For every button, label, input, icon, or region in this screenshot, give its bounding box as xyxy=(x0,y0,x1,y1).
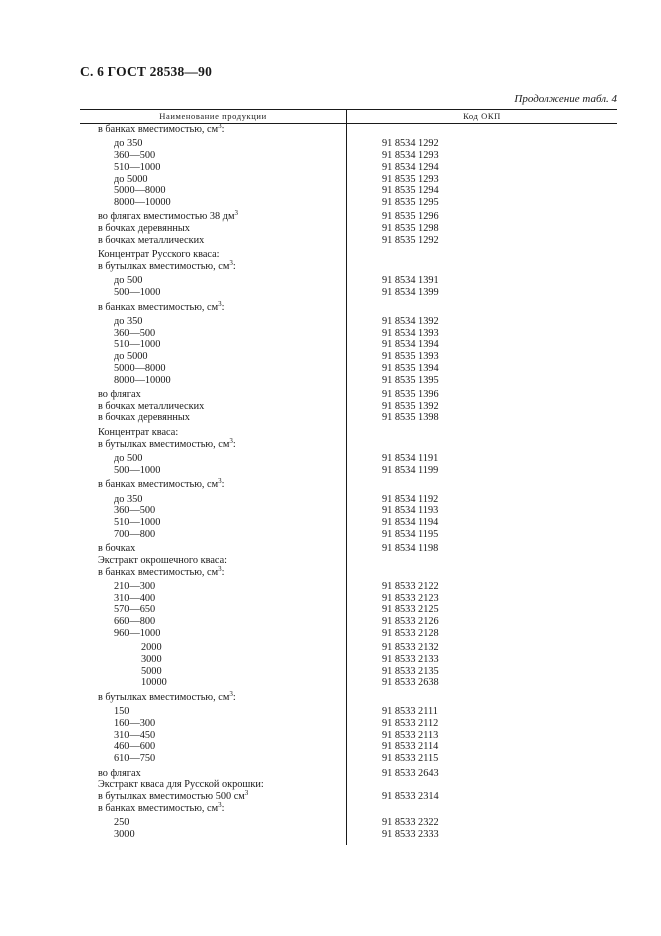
okp-code-cell xyxy=(347,803,617,815)
product-name-text: в бочках деревянных xyxy=(98,223,190,235)
product-name-text: в бочках металлических xyxy=(98,400,205,412)
okp-code-cell: 91 8533 2132 xyxy=(382,642,439,654)
unit-exponent: 3 xyxy=(244,788,249,797)
product-name-text: 160—300 xyxy=(114,718,156,730)
okp-code-cell xyxy=(347,692,617,704)
product-name-cell xyxy=(80,287,346,299)
product-name-cell xyxy=(80,706,346,718)
product-name-cell xyxy=(80,235,346,247)
product-name-text: 660—800 xyxy=(114,616,156,628)
product-name-cell xyxy=(80,817,346,829)
product-name-cell xyxy=(80,375,346,387)
okp-code-cell xyxy=(347,249,617,261)
okp-code-cell: 91 8535 1395 xyxy=(382,374,439,386)
product-name-text: 150 xyxy=(114,706,130,718)
unit-exponent: 3 xyxy=(229,258,233,267)
product-name-text: до 5000 xyxy=(114,351,148,363)
product-name-text: 360—500 xyxy=(114,505,156,517)
product-name-text: 500—1000 xyxy=(114,464,161,476)
product-name-text: 8000—10000 xyxy=(114,374,171,386)
okp-code-cell: 91 8533 2115 xyxy=(382,753,439,765)
okp-code-cell: 91 8534 1195 xyxy=(382,528,439,540)
product-name-text: 250 xyxy=(114,817,130,829)
product-name-text: в бутылках вместимостью, см xyxy=(98,260,230,272)
okp-code-cell: 91 8534 1199 xyxy=(382,464,439,476)
product-name-text: до 5000 xyxy=(114,173,148,185)
table-body xyxy=(80,124,617,845)
product-name-cell xyxy=(80,185,346,197)
okp-code-cell: 91 8534 1292 xyxy=(382,138,439,150)
okp-code-cell: 91 8533 2111 xyxy=(382,706,438,718)
product-name-text: в бочках деревянных xyxy=(98,412,190,424)
okp-code-cell: 91 8535 1393 xyxy=(382,351,439,363)
product-name-text: в бочках xyxy=(98,543,136,555)
product-name-text: 310—400 xyxy=(114,592,156,604)
product-name-cell xyxy=(80,197,346,209)
product-name-cell xyxy=(80,564,346,579)
okp-code-cell: 91 8534 1191 xyxy=(382,453,439,465)
okp-code-cell: 91 8533 2135 xyxy=(382,665,439,677)
product-name-cell xyxy=(80,505,346,517)
product-name-text: 2000 xyxy=(141,642,162,654)
product-name-text: 5000—8000 xyxy=(114,185,166,197)
okp-code-cell xyxy=(347,302,617,314)
product-name-text: 10000 xyxy=(141,677,167,689)
product-name-cell xyxy=(80,223,346,235)
product-name-text: в банках вместимостью, см xyxy=(98,124,219,135)
product-name-cell xyxy=(80,124,346,136)
unit-exponent: 3 xyxy=(229,689,233,698)
okp-code-cell xyxy=(347,439,617,451)
page-title: С. 6 ГОСТ 28538—90 xyxy=(80,64,213,79)
product-name-text: в банках вместимостью, см xyxy=(98,479,219,491)
okp-code-cell: 91 8535 1295 xyxy=(382,196,439,208)
product-name-cell xyxy=(80,529,346,541)
product-name-cell xyxy=(80,689,346,704)
product-name-cell xyxy=(80,453,346,465)
product-name-text: во флягах вместимостью 38 дм xyxy=(98,211,235,223)
unit-exponent: 3 xyxy=(218,122,222,130)
okp-code-cell: 91 8533 2638 xyxy=(382,677,439,689)
okp-code-cell: 91 8533 2333 xyxy=(382,828,439,840)
okp-code-cell: 91 8534 1394 xyxy=(382,339,439,351)
product-name-cell xyxy=(80,258,346,273)
product-name-cell xyxy=(80,412,346,424)
product-name-tail: : xyxy=(232,438,236,450)
okp-code-cell xyxy=(347,124,617,136)
okp-code-cell xyxy=(347,261,617,273)
product-name-cell xyxy=(80,427,346,439)
product-name-text: 210—300 xyxy=(114,581,156,593)
product-name-text: в бутылках вместимостью 500 см xyxy=(98,790,245,802)
product-name-cell xyxy=(80,800,346,815)
product-name-cell xyxy=(80,604,346,616)
product-code-table xyxy=(80,109,617,845)
product-name-text: 510—1000 xyxy=(114,161,161,173)
product-name-cell xyxy=(80,555,346,567)
okp-code-cell: 91 8534 1392 xyxy=(382,316,439,328)
product-name-text: 360—500 xyxy=(114,150,156,162)
product-name-cell xyxy=(80,593,346,605)
product-name-cell xyxy=(80,363,346,375)
product-name-text: 460—600 xyxy=(114,741,156,753)
product-name-cell xyxy=(80,779,346,791)
product-name-cell xyxy=(80,788,346,803)
product-name-text: 3000 xyxy=(114,828,135,840)
okp-code-cell xyxy=(347,555,617,567)
okp-code-cell: 91 8533 2125 xyxy=(382,604,439,616)
product-name-tail: : xyxy=(221,479,225,491)
okp-code-cell: 91 8533 2112 xyxy=(382,718,439,730)
okp-code-cell: 91 8533 2123 xyxy=(382,592,439,604)
product-name-cell xyxy=(80,829,346,841)
product-name-text: в банках вместимостью, см xyxy=(98,802,219,814)
unit-exponent: 3 xyxy=(234,209,239,218)
product-name-cell xyxy=(80,517,346,529)
product-name-cell xyxy=(80,768,346,780)
okp-code-cell: 91 8534 1399 xyxy=(382,287,439,299)
product-name-cell xyxy=(80,741,346,753)
product-name-text: 5000 xyxy=(141,665,162,677)
product-name-cell xyxy=(80,299,346,314)
product-name-text: 5000—8000 xyxy=(114,362,166,374)
okp-code-column xyxy=(347,124,617,845)
okp-code-cell: 91 8533 2122 xyxy=(382,581,439,593)
product-name-text: до 350 xyxy=(114,493,143,505)
okp-code-cell: 91 8535 1298 xyxy=(382,223,439,235)
okp-code-cell: 91 8533 2113 xyxy=(382,729,439,741)
product-name-text: 360—500 xyxy=(114,327,156,339)
product-name-tail: : xyxy=(232,691,236,703)
table-header xyxy=(80,110,617,124)
okp-code-cell xyxy=(347,479,617,491)
okp-code-cell: 91 8534 1293 xyxy=(382,150,439,162)
okp-code-cell: 91 8535 1296 xyxy=(382,211,439,223)
okp-code-cell: 91 8535 1396 xyxy=(382,389,439,401)
product-name-column xyxy=(80,124,347,845)
product-name-cell xyxy=(80,138,346,150)
okp-code-cell: 91 8533 2314 xyxy=(382,790,439,802)
product-name-tail: : xyxy=(221,566,225,578)
product-name-text: 960—1000 xyxy=(114,627,161,639)
okp-code-cell: 91 8533 2322 xyxy=(382,817,439,829)
product-name-cell xyxy=(80,150,346,162)
product-name-tail: : xyxy=(221,124,225,135)
column-header-code: Код ОКП xyxy=(463,111,501,121)
unit-exponent: 3 xyxy=(218,800,222,809)
okp-code-cell: 91 8534 1192 xyxy=(382,493,439,505)
product-name-text: в банках вместимостью, см xyxy=(98,566,219,578)
product-name-text: 510—1000 xyxy=(114,339,161,351)
product-name-text: 310—450 xyxy=(114,729,156,741)
product-name-cell xyxy=(80,316,346,328)
unit-exponent: 3 xyxy=(229,436,233,445)
product-name-cell xyxy=(80,581,346,593)
product-name-cell xyxy=(80,401,346,413)
okp-code-cell: 91 8534 1294 xyxy=(382,161,439,173)
product-name-cell xyxy=(80,730,346,742)
okp-code-cell: 91 8534 1391 xyxy=(382,275,439,287)
product-name-cell xyxy=(80,666,346,678)
product-name-cell xyxy=(80,642,346,654)
product-name-cell xyxy=(80,351,346,363)
product-name-text: Концентрат кваса: xyxy=(98,426,179,438)
product-name-text: в банках вместимостью, см xyxy=(98,301,219,313)
product-name-text: до 500 xyxy=(114,453,143,465)
product-name-cell xyxy=(80,339,346,351)
product-name-text: во флягах xyxy=(98,389,141,401)
okp-code-cell: 91 8535 1294 xyxy=(382,185,439,197)
product-name-cell xyxy=(80,389,346,401)
product-name-text: 610—750 xyxy=(114,753,156,765)
okp-code-cell xyxy=(347,427,617,439)
okp-code-cell: 91 8535 1394 xyxy=(382,362,439,374)
product-name-tail: : xyxy=(232,260,236,272)
okp-code-cell: 91 8533 2643 xyxy=(382,767,439,779)
product-name-cell xyxy=(80,275,346,287)
product-name-text: Экстракт окрошечного кваса: xyxy=(98,554,228,566)
product-name-cell xyxy=(80,718,346,730)
product-name-cell xyxy=(80,543,346,555)
product-name-cell xyxy=(80,628,346,640)
product-name-cell xyxy=(80,436,346,451)
okp-code-cell: 91 8535 1293 xyxy=(382,173,439,185)
product-name-cell xyxy=(80,677,346,689)
product-name-text: Экстракт кваса для Русской окрошки: xyxy=(98,779,264,791)
okp-code-cell: 91 8535 1398 xyxy=(382,412,439,424)
product-name-text: Концентрат Русского кваса: xyxy=(98,249,220,261)
okp-code-cell: 91 8535 1392 xyxy=(382,400,439,412)
product-name-text: 8000—10000 xyxy=(114,196,171,208)
okp-code-cell xyxy=(347,779,617,791)
product-name-cell xyxy=(80,174,346,186)
product-name-text: в бутылках вместимостью, см xyxy=(98,691,230,703)
product-name-cell xyxy=(80,249,346,261)
product-name-cell xyxy=(80,211,346,223)
product-name-cell xyxy=(80,479,346,491)
table-continuation-note: Продолжение табл. 4 xyxy=(514,93,617,105)
product-name-text: 510—1000 xyxy=(114,517,161,529)
okp-code-cell: 91 8534 1193 xyxy=(382,505,439,517)
unit-exponent: 3 xyxy=(218,564,222,573)
product-name-text: до 500 xyxy=(114,275,143,287)
product-name-text: в бочках металлических xyxy=(98,234,205,246)
product-name-cell xyxy=(80,494,346,506)
product-name-text: 700—800 xyxy=(114,528,156,540)
product-name-cell xyxy=(80,654,346,666)
okp-code-cell: 91 8533 2133 xyxy=(382,654,439,666)
product-name-tail: : xyxy=(221,301,225,313)
unit-exponent: 3 xyxy=(218,477,222,486)
product-name-text: 570—650 xyxy=(114,604,156,616)
okp-code-cell: 91 8534 1198 xyxy=(382,543,439,555)
product-name-cell xyxy=(80,162,346,174)
product-name-text: 3000 xyxy=(141,654,162,666)
product-name-cell xyxy=(80,328,346,340)
okp-code-cell: 91 8533 2128 xyxy=(382,627,439,639)
product-name-text: до 350 xyxy=(114,316,143,328)
okp-code-cell: 91 8533 2126 xyxy=(382,616,439,628)
product-name-tail: : xyxy=(221,802,225,814)
okp-code-cell: 91 8534 1194 xyxy=(382,517,439,529)
okp-code-cell: 91 8533 2114 xyxy=(382,741,439,753)
product-name-cell xyxy=(80,465,346,477)
product-name-text: в бутылках вместимостью, см xyxy=(98,438,230,450)
product-name-text: до 350 xyxy=(114,138,143,150)
product-name-text: во флягах xyxy=(98,767,141,779)
okp-code-cell: 91 8534 1393 xyxy=(382,327,439,339)
okp-code-cell xyxy=(347,567,617,579)
product-name-cell xyxy=(80,753,346,765)
okp-code-cell: 91 8535 1292 xyxy=(382,234,439,246)
unit-exponent: 3 xyxy=(218,299,222,308)
product-name-cell xyxy=(80,616,346,628)
product-name-text: 500—1000 xyxy=(114,287,161,299)
column-header-name: Наименование продукции xyxy=(80,110,347,123)
